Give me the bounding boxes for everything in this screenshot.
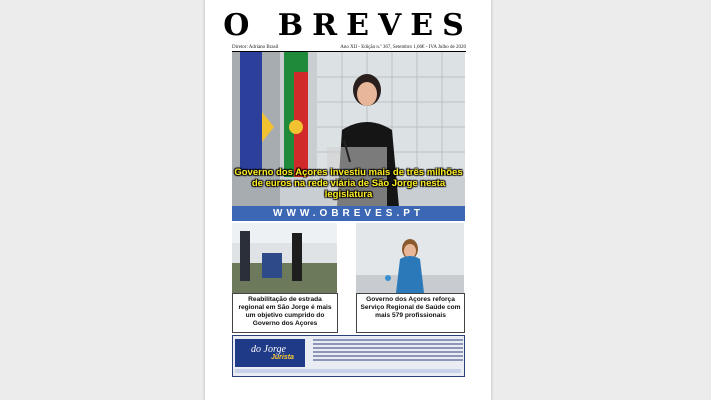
masthead-title: O BREVES [223, 8, 473, 43]
story-photo-health [356, 223, 464, 293]
ad-text-lines [313, 339, 463, 363]
director-text: Diretor: Adriano Brasil [232, 45, 279, 50]
info-bar [232, 44, 466, 52]
road-photo-illustration [232, 223, 337, 293]
newspaper-page [205, 0, 491, 400]
advertisement [232, 335, 465, 377]
ad-brand-line1: do Jorge [251, 344, 286, 355]
health-photo-illustration [356, 223, 464, 293]
story-headline-road: Reabilitação de estrada regional em São Jorge é mais um objetivo cumprido do Governo dos Açores [232, 293, 338, 333]
hero-photo [232, 52, 465, 206]
website-banner: WWW.OBREVES.PT [232, 206, 465, 221]
edition-text: Ano XII - Edição n.º 367, Setembro 1,66€ - IVA Julho de 2020 [340, 45, 466, 50]
flag-portugal [284, 52, 308, 177]
story-headline-health: Governo dos Açores reforça Serviço Regional de Saúde com mais 579 profissionais [356, 293, 465, 333]
ad-footer-strip [235, 369, 461, 373]
ad-brand-line2: Jurista [271, 354, 294, 361]
hero-caption: Governo dos Açores investiu mais de três milhões de euros na rede viária de São Jorge nesta legislatura [234, 167, 463, 200]
story-photo-road [232, 223, 337, 293]
